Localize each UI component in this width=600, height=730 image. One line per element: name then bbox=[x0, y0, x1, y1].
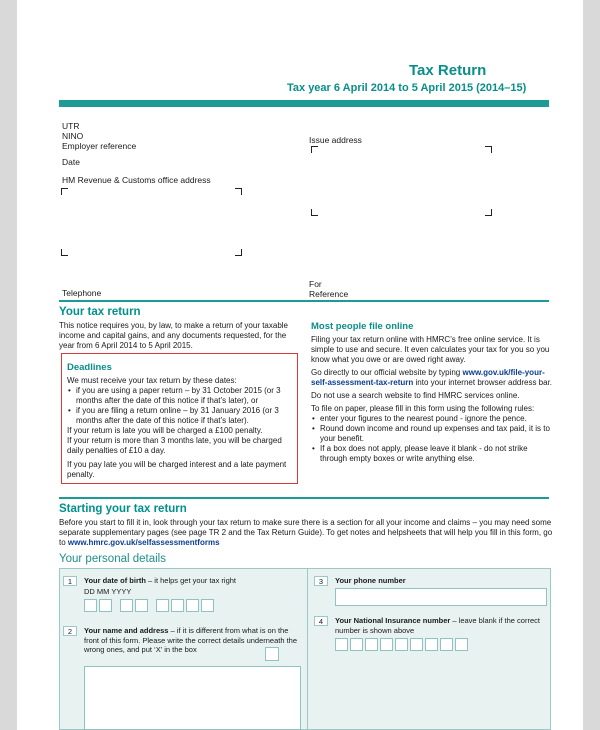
ni-char-box[interactable] bbox=[410, 638, 423, 651]
date-of-birth-rest: – it helps get your tax right bbox=[145, 576, 237, 585]
date-of-birth-label bbox=[84, 576, 299, 586]
personal-details-heading: Your personal details bbox=[59, 553, 166, 565]
office-address-label: HM Revenue & Customs office address bbox=[62, 175, 211, 185]
your-tax-return-heading: Your tax return bbox=[59, 306, 141, 318]
paper-rule-item: • Round down income and round up expenses and tax paid, it is to your benefit. bbox=[320, 424, 553, 444]
header-rule bbox=[59, 100, 549, 107]
ni-number-rest: – leave blank if the correct number is shown above bbox=[335, 616, 540, 635]
ni-number-bold: Your National Insurance number bbox=[335, 616, 451, 625]
helpsheets-link[interactable]: www.hmrc.gov.uk/selfassessmentforms bbox=[67, 538, 220, 547]
file-online-p1: Filing your tax return online with HMRC’s free online service. It is simple to use and secure. It even calculates your tax for you so you know what you owe or are owed right away. bbox=[311, 335, 550, 364]
question-number: 2 bbox=[63, 626, 77, 636]
office-address-corner-tr bbox=[235, 188, 242, 195]
file-online-content bbox=[311, 335, 553, 464]
name-address-rest: – if it is different from what is on the front of this form. Please write the correct details underneath the wrong ones, and put ‘X’ in the box bbox=[84, 626, 298, 654]
employer-reference-label: Employer reference bbox=[62, 141, 137, 151]
dob-digit-box[interactable] bbox=[84, 599, 97, 612]
ni-char-box[interactable] bbox=[455, 638, 468, 651]
panel-divider bbox=[307, 568, 308, 730]
section-divider bbox=[59, 300, 549, 302]
name-address-input[interactable] bbox=[84, 666, 301, 730]
deadline-item: • if you are filing a return online – by 31 January 2016 (or 3 months after the date of this notice if that’s later). bbox=[76, 406, 295, 426]
dob-digit-box[interactable] bbox=[99, 599, 112, 612]
deadlines-content bbox=[67, 376, 295, 480]
name-address-bold: Your name and address bbox=[84, 626, 169, 635]
daily-penalty: If your return is more than 3 months late, you will be charged daily penalties of £10 a day. bbox=[67, 436, 282, 455]
issue-address-corner-tl bbox=[311, 146, 318, 153]
file-online-link[interactable]: www.gov.uk/file-your-self-assessment-tax-return bbox=[311, 368, 545, 387]
telephone-label: Telephone bbox=[62, 288, 102, 298]
file-online-p2 bbox=[311, 368, 553, 388]
issue-address-corner-tr bbox=[485, 146, 492, 153]
ni-char-box[interactable] bbox=[425, 638, 438, 651]
date-format-hint: DD MM YYYY bbox=[84, 587, 132, 596]
tax-return-page bbox=[17, 0, 583, 730]
dob-digit-box[interactable] bbox=[186, 599, 199, 612]
ni-char-box[interactable] bbox=[380, 638, 393, 651]
issue-address-label: Issue address bbox=[309, 135, 362, 145]
date-of-birth-bold: Your date of birth bbox=[84, 576, 146, 585]
ni-number-label bbox=[335, 616, 549, 635]
tax-year: Tax year 6 April 2014 to 5 April 2015 (2014–15) bbox=[287, 82, 527, 94]
deadlines-intro: We must receive your tax return by these dates: bbox=[67, 376, 237, 385]
starting-text: Before you start to fill it in, look through your tax return to make sure there is a section for all your income and claims – you may need some separate supplementary pages (see page TR 2 and the Tax Return Guide). To get notes and helpsheets that will help you fill in this form, go to bbox=[59, 518, 553, 547]
paper-rules-list bbox=[311, 414, 553, 464]
dob-digit-box[interactable] bbox=[201, 599, 214, 612]
deadlines-title: Deadlines bbox=[67, 362, 112, 373]
question-number: 4 bbox=[314, 616, 328, 626]
date-of-birth-input[interactable] bbox=[84, 599, 214, 612]
ni-char-box[interactable] bbox=[440, 638, 453, 651]
phone-number-bold: Your phone number bbox=[335, 576, 406, 585]
phone-number-label bbox=[335, 576, 545, 586]
section-divider bbox=[59, 497, 549, 499]
file-online-heading: Most people file online bbox=[311, 321, 414, 332]
dob-digit-box[interactable] bbox=[156, 599, 169, 612]
late-payment-penalty: If you pay late you will be charged interest and a late payment penalty. bbox=[67, 460, 287, 479]
paper-rule-item: • If a box does not apply, please leave it blank - do not strike through empty boxes or write anything else. bbox=[320, 444, 553, 464]
ni-char-box[interactable] bbox=[395, 638, 408, 651]
page-title: Tax Return bbox=[409, 62, 487, 79]
starting-paragraph bbox=[59, 518, 553, 548]
ni-char-box[interactable] bbox=[335, 638, 348, 651]
phone-number-input[interactable] bbox=[335, 588, 547, 606]
question-number: 3 bbox=[314, 576, 328, 586]
your-tax-return-intro: This notice requires you, by law, to make a return of your taxable income and capital gains, and any documents requested, for the year from 6 April 2014 to 5 April 2015. bbox=[59, 321, 289, 350]
ni-char-box[interactable] bbox=[350, 638, 363, 651]
file-online-p4: To file on paper, please fill in this form using the following rules: bbox=[311, 404, 535, 413]
issue-address-corner-bl bbox=[311, 209, 318, 216]
starting-heading: Starting your tax return bbox=[59, 503, 187, 515]
issue-address-corner-br bbox=[485, 209, 492, 216]
file-online-p3: Do not use a search website to find HMRC services online. bbox=[311, 391, 520, 400]
date-label: Date bbox=[62, 157, 80, 167]
office-address-corner-bl bbox=[61, 249, 68, 256]
dob-digit-box[interactable] bbox=[171, 599, 184, 612]
changed-details-checkbox[interactable] bbox=[265, 647, 279, 661]
office-address-corner-tl bbox=[61, 188, 68, 195]
utr-label: UTR bbox=[62, 121, 80, 131]
dob-digit-box[interactable] bbox=[135, 599, 148, 612]
paper-rule-item: • enter your figures to the nearest pound - ignore the pence. bbox=[320, 414, 553, 424]
ni-number-input[interactable] bbox=[335, 638, 468, 651]
late-return-penalty: If your return is late you will be charged a £100 penalty. bbox=[67, 426, 263, 435]
reference-label: Reference bbox=[309, 289, 349, 299]
ni-char-box[interactable] bbox=[365, 638, 378, 651]
nino-label: NINO bbox=[62, 131, 84, 141]
deadlines-list bbox=[67, 386, 295, 426]
deadline-item: • if you are using a paper return – by 31 October 2015 (or 3 months after the date of this notice if that’s later), or bbox=[76, 386, 295, 406]
for-label: For bbox=[309, 279, 322, 289]
office-address-corner-br bbox=[235, 249, 242, 256]
question-number: 1 bbox=[63, 576, 77, 586]
dob-digit-box[interactable] bbox=[120, 599, 133, 612]
file-online-p2-pre: Go directly to our official website by typing bbox=[311, 368, 461, 377]
file-online-p2-post: into your internet browser address bar. bbox=[415, 378, 553, 387]
